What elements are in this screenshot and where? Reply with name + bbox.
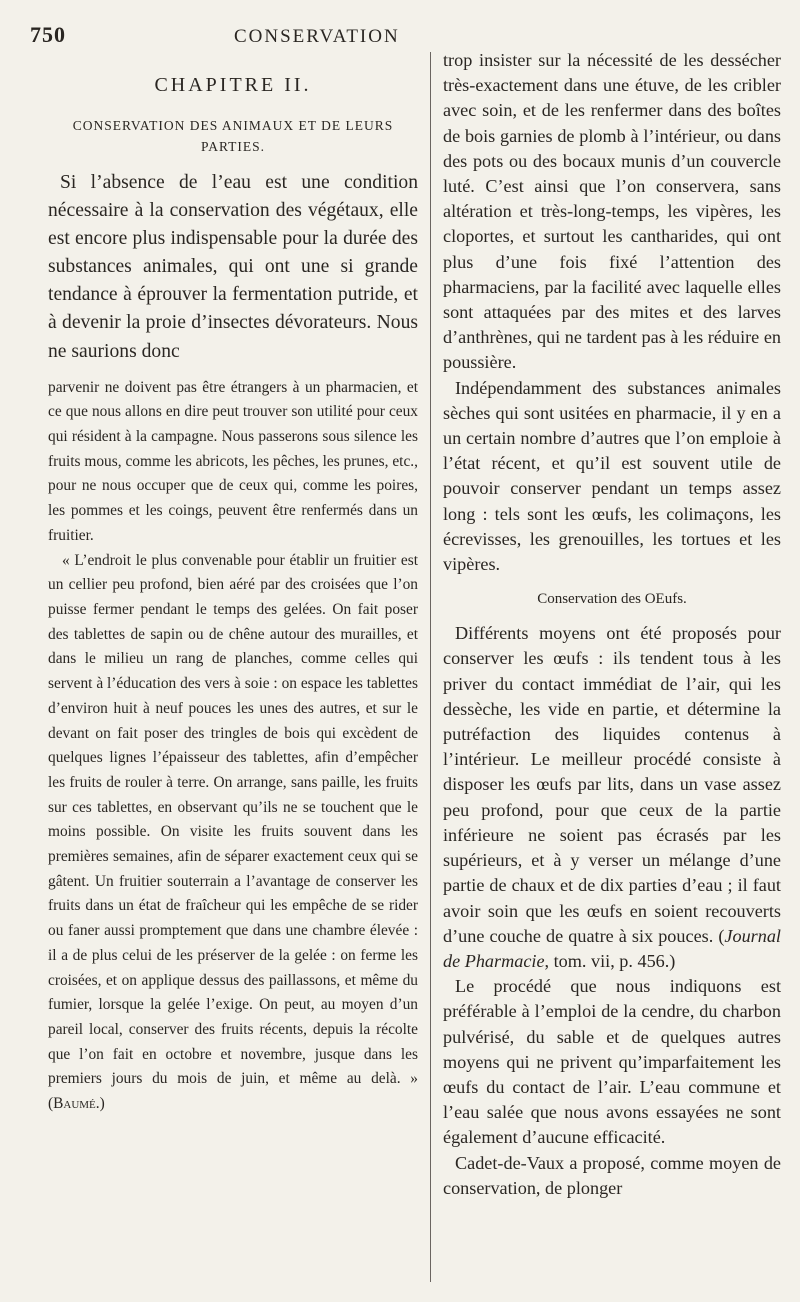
paragraph-eggs <box>443 621 781 974</box>
journal-citation: Journal de Pharmacie <box>443 925 781 971</box>
paragraph-cadet: Cadet-de-Vaux a proposé, comme moyen de conservation, de plonger <box>443 1152 781 1198</box>
section-title: CONSERVATION DES ANIMAUX ET DE LEURS PARTIES. <box>72 118 394 154</box>
paragraph-fruits: parvenir ne doivent pas être étrangers à un pharmacien, et ce que nous allons en dire peut trouver son utilité pour ceux qui résident à la campagne. Nous passerons sous silence les fruits mous, comme les abricots, les pêches, les prunes, etc., pour ne nous occuper que de ceux qui, comme les poires, les pommes et les coings, peuvent être renfermés dans un fruitier. <box>48 378 418 544</box>
eggs-text: Différents moyens ont été proposés pour conserver les œufs : ils tendent tous à les priver du contact immédiat de l’air, qui les dessèche, les vide en partie, et détermine la putréfaction des liquides contenus à l’intérieur. Le meilleur procédé consiste à disposer les œufs par lits, dans un vase assez peu profond, pour que ceux de la partie inférieure ne soient pas écrasés par les supérieurs, et à y verser un mélange d’une partie de chaux et de dix parties d’eau ; il faut avoir soin que les œufs en soient recouverts d’une couche de quatre à six pouces. ( <box>443 623 781 946</box>
quote-text: « L’endroit le plus convenable pour établir un fruitier est un cellier peu profond, bien aéré par des croisées que l’on puisse fermer pendant le temps des gelées. On fait poser des tablettes de sapin ou de chêne autour des murailles, et dans le milieu un rang de planches, comme celles qui servent à l’éducation des vers à soie : on espace les tablettes d’environ huit à neuf pouces les unes des autres, et sur le devant on fait poser des tringles de bois qui excèdent de quelques lignes l’épaisseur des tablettes, afin d’empêcher les fruits de rouler à terre. On arrange, sans paille, les fruits sur ces tablettes, en observant qu’ils ne se touchent que le moins possible. On visite les fruits souvent dans les premières semaines, afin de séparer exactement ceux qui se gâtent. Un fruitier souterrain a l’avantage de conserver les fruits dans un état de fraîcheur qui les empêche de se rider ou faner aussi promptement que dans une chambre élevée : il a de plus celui de les préserver de la gelée : on ferme les croisées, et on applique dessus des paillassons, et même du fumier, lorsque la gelée l’exige. On peut, au moyen d’un pareil local, conserver des fruits récents, depuis la récolte que l’on fait en octobre et novembre, jusque dans les premiers jours du mois de juin, et même au delà. » <box>48 551 418 1088</box>
running-title: CONSERVATION <box>234 26 400 47</box>
citation-ref: , tom. vii, p. 456.) <box>544 950 676 971</box>
intro-paragraph: Si l’absence de l’eau est une condition nécessaire à la conservation des végétaux, elle est encore plus indispensable pour la durée des substances animales, qui ont une si grande tendance à éprouver la fermentation putride, et à devenir la proie d’insectes dévorateurs. Nous ne saurions donc <box>48 172 418 362</box>
quote-paragraph <box>48 549 418 1117</box>
paragraph-procedure: Le procédé que nous indiquons est préférable à l’emploi de la cendre, du charbon pulvérisé, du sable et de quelques autres moyens qui ne privent qu’imparfaitement les œufs du contact de l’air. L’eau commune et l’eau salée que nous avons essayées ne sont également d’aucune efficacité. <box>443 976 781 1148</box>
left-column <box>48 62 418 1117</box>
right-column <box>443 48 781 1201</box>
page-number: 750 <box>30 22 66 47</box>
paragraph-dessication: trop insister sur la nécessité de les dessécher très-exactement dans une étuve, de les cribler avec soin, et de les renfermer dans des boîtes de bois garnies de plomb à l’intérieur, ou dans des pots ou des bocaux munis d’un couvercle luté. C’est ainsi que l’on conservera, sans altération et très-long-temps, les vipères, les cloportes, et surtout les cantharides, qui ont plus d’une fois fixé l’attention des pharmaciens, par la facilité avec laquelle elles sont attaquées par des mites et des larves d’anthrènes, qui ne tardent pas à les réduire en poussière. <box>443 50 781 373</box>
paragraph-substances: Indépendamment des substances animales sèches qui sont usitées en pharmacie, il y en a un certain nombre d’autres que l’on emploie à l’état récent, et qu’il est souvent utile de pouvoir conserver pendant un temps assez long : tels sont les œufs, les colimaçons, les écrevisses, les grenouilles, les tortues et les vipères. <box>443 377 781 575</box>
column-rule <box>430 52 431 1282</box>
signature: (Baumé.) <box>48 1095 105 1113</box>
chapter-heading: CHAPITRE II. <box>154 74 312 96</box>
subheading-eggs: Conservation des OEufs. <box>537 591 687 608</box>
